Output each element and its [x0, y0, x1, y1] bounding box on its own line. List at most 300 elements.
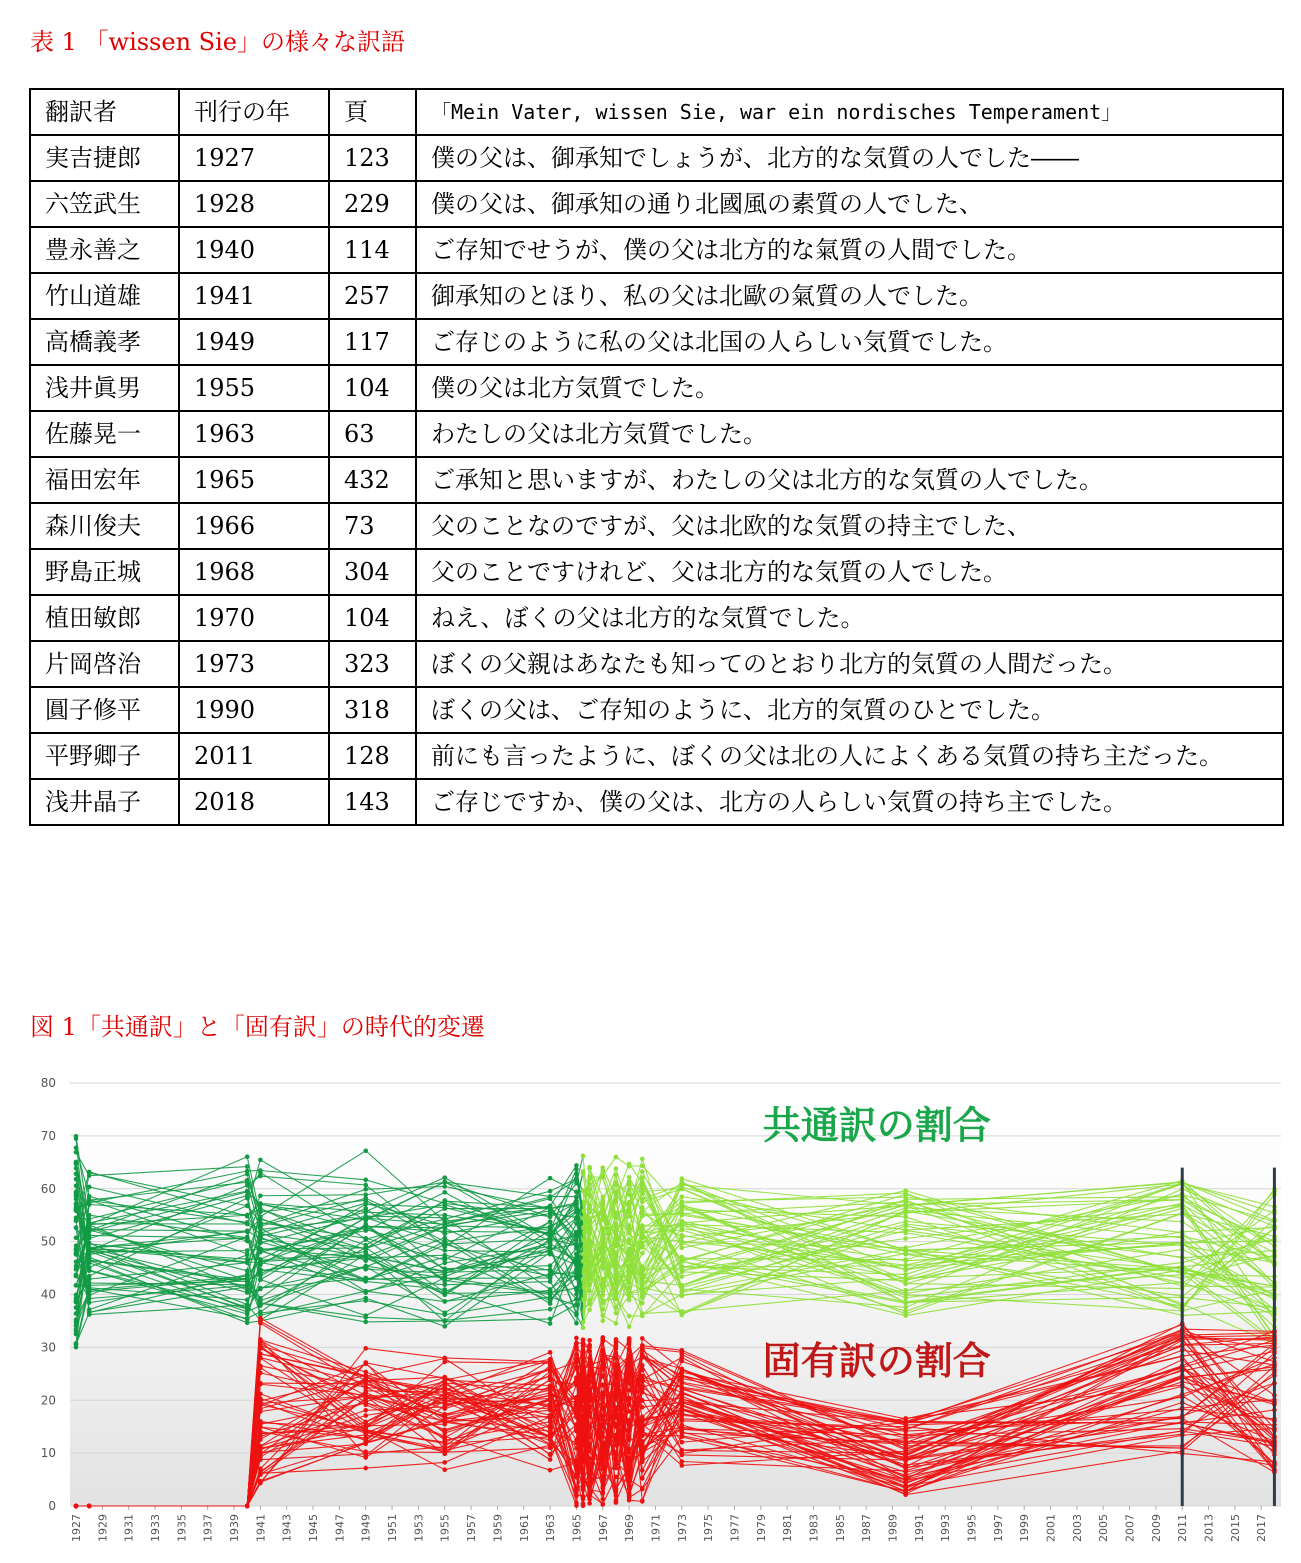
- x-tick-label: 1995: [965, 1514, 979, 1542]
- unique-point: [587, 1363, 592, 1368]
- unique-point: [442, 1375, 447, 1380]
- unique-point: [614, 1390, 619, 1395]
- unique-point: [548, 1350, 553, 1355]
- unique-point: [442, 1398, 447, 1403]
- unique-point: [640, 1384, 645, 1389]
- common-point: [679, 1223, 684, 1228]
- common-point: [442, 1318, 447, 1323]
- common-point: [679, 1313, 684, 1318]
- common-point: [574, 1297, 579, 1302]
- common-point: [587, 1166, 592, 1171]
- x-tick-label: 1955: [438, 1514, 452, 1542]
- unique-point: [587, 1477, 592, 1482]
- common-point: [679, 1259, 684, 1264]
- common-point: [581, 1325, 586, 1330]
- common-point: [600, 1251, 605, 1256]
- common-point: [258, 1217, 263, 1222]
- unique-point: [600, 1336, 605, 1341]
- common-point: [640, 1292, 645, 1297]
- common-point: [548, 1292, 553, 1297]
- page-cell: 117: [329, 319, 416, 365]
- common-point: [548, 1194, 553, 1199]
- common-point: [581, 1320, 586, 1325]
- common-point: [442, 1312, 447, 1317]
- unique-point: [679, 1448, 684, 1453]
- page-cell: 73: [329, 503, 416, 549]
- common-point: [679, 1290, 684, 1295]
- unique-point: [627, 1348, 632, 1353]
- common-point: [245, 1320, 250, 1325]
- unique-point: [679, 1459, 684, 1464]
- common-point: [363, 1320, 368, 1325]
- common-point: [74, 1216, 79, 1221]
- unique-point: [442, 1404, 447, 1409]
- x-tick-label: 1983: [807, 1514, 821, 1542]
- common-point: [363, 1187, 368, 1192]
- x-tick-label: 1929: [96, 1514, 110, 1542]
- common-point: [363, 1279, 368, 1284]
- common-point: [600, 1258, 605, 1263]
- table-header-cell: 「Mein Vater, wissen Sie, war ein nordisches Temperament」: [416, 89, 1283, 135]
- page-cell: 257: [329, 273, 416, 319]
- unique-point: [363, 1389, 368, 1394]
- unique-point: [574, 1487, 579, 1492]
- common-point: [363, 1198, 368, 1203]
- table-row: [30, 135, 1283, 181]
- unique-point: [548, 1457, 553, 1462]
- translation-cell: ご存じですか、僕の父は、北方の人らしい気質の持ち主でした。: [416, 779, 1283, 825]
- common-point: [245, 1260, 250, 1265]
- year-cell: 1966: [179, 503, 329, 549]
- x-tick-label: 1957: [465, 1514, 479, 1542]
- translator-cell: 浅井眞男: [30, 365, 179, 411]
- unique-point: [903, 1465, 908, 1470]
- unique-point: [363, 1346, 368, 1351]
- common-point: [74, 1272, 79, 1277]
- common-point: [442, 1198, 447, 1203]
- unique-point: [903, 1473, 908, 1478]
- page-cell: 63: [329, 411, 416, 457]
- unique-point: [258, 1470, 263, 1475]
- common-point: [363, 1224, 368, 1229]
- unique-point: [258, 1447, 263, 1452]
- table-row: [30, 503, 1283, 549]
- unique-point: [614, 1500, 619, 1505]
- unique-point: [903, 1432, 908, 1437]
- unique-point: [903, 1436, 908, 1441]
- unique-point: [548, 1435, 553, 1440]
- common-point: [258, 1234, 263, 1239]
- common-point: [245, 1178, 250, 1183]
- x-tick-label: 1969: [623, 1514, 637, 1542]
- common-point: [87, 1277, 92, 1282]
- common-point: [627, 1200, 632, 1205]
- common-point: [600, 1280, 605, 1285]
- common-point: [581, 1259, 586, 1264]
- common-point: [245, 1306, 250, 1311]
- common-point: [600, 1198, 605, 1203]
- common-point: [74, 1162, 79, 1167]
- unique-point: [581, 1406, 586, 1411]
- unique-point: [363, 1408, 368, 1413]
- unique-point: [574, 1346, 579, 1351]
- translation-cell: ぼくの父は、ご存知のように、北方的気質のひとでした。: [416, 687, 1283, 733]
- x-tick-label: 2013: [1202, 1514, 1216, 1542]
- common-point: [600, 1165, 605, 1170]
- common-point: [442, 1258, 447, 1263]
- common-point: [363, 1264, 368, 1269]
- year-cell: 1928: [179, 181, 329, 227]
- common-point: [363, 1237, 368, 1242]
- translation-table: [29, 88, 1284, 826]
- year-cell: 1990: [179, 687, 329, 733]
- unique-point: [363, 1455, 368, 1460]
- unique-point: [442, 1450, 447, 1455]
- unique-point: [600, 1502, 605, 1507]
- year-cell: 1965: [179, 457, 329, 503]
- common-point: [614, 1183, 619, 1188]
- unique-point: [679, 1433, 684, 1438]
- common-point: [903, 1263, 908, 1268]
- common-point: [74, 1183, 79, 1188]
- common-point: [587, 1307, 592, 1312]
- unique-point: [574, 1503, 579, 1508]
- common-point: [574, 1252, 579, 1257]
- common-point: [679, 1239, 684, 1244]
- common-point: [74, 1134, 79, 1139]
- x-tick-label: 1945: [307, 1514, 321, 1542]
- common-point: [574, 1209, 579, 1214]
- y-tick-label: 80: [40, 1076, 56, 1090]
- common-point: [245, 1248, 250, 1253]
- common-point: [903, 1313, 908, 1318]
- table-row: [30, 457, 1283, 503]
- unique-point: [600, 1382, 605, 1387]
- translator-cell: 実吉捷郎: [30, 135, 179, 181]
- x-tick-label: 1985: [833, 1514, 847, 1542]
- unique-point: [548, 1426, 553, 1431]
- common-point: [245, 1253, 250, 1258]
- translation-cell: ご承知と思いますが、わたしの父は北方的な気質の人でした。: [416, 457, 1283, 503]
- translation-cell: 御承知のとほり、私の父は北歐の氣質の人でした。: [416, 273, 1283, 319]
- unique-point: [548, 1404, 553, 1409]
- common-point: [600, 1209, 605, 1214]
- unique-point: [363, 1413, 368, 1418]
- unique-point: [640, 1355, 645, 1360]
- unique-point: [627, 1354, 632, 1359]
- common-point: [442, 1292, 447, 1297]
- table-caption: 表 1 「wissen Sie」の様々な訳語: [30, 28, 405, 56]
- common-point: [548, 1209, 553, 1214]
- common-point: [258, 1268, 263, 1273]
- common-point: [87, 1170, 92, 1175]
- common-point: [627, 1314, 632, 1319]
- common-point: [442, 1270, 447, 1275]
- common-point: [587, 1289, 592, 1294]
- common-point: [258, 1210, 263, 1215]
- x-tick-label: 2017: [1255, 1514, 1269, 1542]
- unique-point: [442, 1467, 447, 1472]
- unique-point: [679, 1397, 684, 1402]
- common-point: [581, 1171, 586, 1176]
- x-tick-label: 1953: [412, 1514, 426, 1542]
- x-tick-label: 1989: [886, 1514, 900, 1542]
- y-tick-label: 50: [40, 1234, 56, 1249]
- common-point: [442, 1190, 447, 1195]
- common-point: [442, 1324, 447, 1329]
- unique-point: [574, 1342, 579, 1347]
- unique-point: [548, 1361, 553, 1366]
- unique-point: [548, 1367, 553, 1372]
- unique-point: [587, 1501, 592, 1506]
- common-point: [258, 1249, 263, 1254]
- table-row: [30, 549, 1283, 595]
- common-point: [627, 1324, 632, 1329]
- x-tick-label: 2009: [1149, 1514, 1163, 1542]
- unique-point: [363, 1370, 368, 1375]
- year-cell: 2011: [179, 733, 329, 779]
- unique-point: [363, 1440, 368, 1445]
- x-tick-label: 1941: [254, 1514, 268, 1542]
- common-point: [600, 1293, 605, 1298]
- common-point: [581, 1189, 586, 1194]
- common-point: [903, 1309, 908, 1314]
- unique-point: [574, 1352, 579, 1357]
- common-point: [87, 1248, 92, 1253]
- x-tick-label: 1973: [675, 1514, 689, 1542]
- year-cell: 1968: [179, 549, 329, 595]
- common-point: [614, 1305, 619, 1310]
- unique-point: [581, 1368, 586, 1373]
- common-point: [640, 1157, 645, 1162]
- common-point: [903, 1236, 908, 1241]
- common-point: [245, 1280, 250, 1285]
- unique-point: [640, 1456, 645, 1461]
- common-point: [363, 1217, 368, 1222]
- unique-point: [903, 1484, 908, 1489]
- x-tick-label: 2005: [1097, 1514, 1111, 1542]
- common-point: [640, 1205, 645, 1210]
- common-point: [363, 1289, 368, 1294]
- y-tick-label: 0: [48, 1499, 56, 1513]
- common-point: [574, 1201, 579, 1206]
- unique-point: [600, 1352, 605, 1357]
- unique-point: [363, 1401, 368, 1406]
- unique-point: [627, 1492, 632, 1497]
- translation-cell: 僕の父は、御承知でしょうが、北方的な気質の人でした――: [416, 135, 1283, 181]
- x-tick-label: 1939: [228, 1514, 242, 1542]
- common-point: [640, 1241, 645, 1246]
- x-tick-label: 1937: [201, 1514, 215, 1542]
- common-point: [903, 1258, 908, 1263]
- unique-point: [903, 1441, 908, 1446]
- unique-point: [442, 1434, 447, 1439]
- table-row: [30, 779, 1283, 825]
- common-point: [442, 1184, 447, 1189]
- table-header-row: [30, 89, 1283, 135]
- unique-point: [640, 1346, 645, 1351]
- common-point: [363, 1228, 368, 1233]
- figure-caption: 図 1「共通訳」と「固有訳」の時代的変遷: [30, 1013, 485, 1041]
- translator-cell: 佐藤晃一: [30, 411, 179, 457]
- unique-point: [548, 1408, 553, 1413]
- common-point: [548, 1215, 553, 1220]
- common-point: [74, 1145, 79, 1150]
- translator-cell: 片岡啓治: [30, 641, 179, 687]
- unique-point: [548, 1414, 553, 1419]
- unique-point: [614, 1439, 619, 1444]
- common-point: [258, 1259, 263, 1264]
- unique-point: [679, 1385, 684, 1390]
- page-cell: 143: [329, 779, 416, 825]
- unique-point: [600, 1405, 605, 1410]
- common-point: [679, 1228, 684, 1233]
- table-row: [30, 181, 1283, 227]
- common-point: [903, 1281, 908, 1286]
- unique-point: [548, 1452, 553, 1457]
- year-cell: 1941: [179, 273, 329, 319]
- common-point: [614, 1166, 619, 1171]
- translator-cell: 福田宏年: [30, 457, 179, 503]
- page-cell: 318: [329, 687, 416, 733]
- common-point: [640, 1235, 645, 1240]
- common-point: [258, 1301, 263, 1306]
- unique-point: [627, 1468, 632, 1473]
- common-point: [614, 1311, 619, 1316]
- unique-point: [442, 1441, 447, 1446]
- x-tick-label: 1993: [939, 1514, 953, 1542]
- common-ratio-label: 共通訳の割合: [762, 1103, 991, 1148]
- unique-point: [627, 1422, 632, 1427]
- x-tick-label: 2001: [1044, 1514, 1058, 1542]
- common-point: [442, 1279, 447, 1284]
- unique-point: [574, 1336, 579, 1341]
- year-cell: 2018: [179, 779, 329, 825]
- unique-point: [442, 1419, 447, 1424]
- translation-cell: ご存知でせうが、僕の父は北方的な氣質の人間でした。: [416, 227, 1283, 273]
- translator-cell: 森川俊夫: [30, 503, 179, 549]
- common-point: [587, 1276, 592, 1281]
- common-point: [363, 1247, 368, 1252]
- table-row: [30, 227, 1283, 273]
- x-tick-label: 1971: [649, 1514, 663, 1542]
- common-point: [245, 1284, 250, 1289]
- year-cell: 1970: [179, 595, 329, 641]
- unique-point: [581, 1338, 586, 1343]
- common-point: [587, 1249, 592, 1254]
- common-point: [245, 1290, 250, 1295]
- unique-point: [363, 1449, 368, 1454]
- translator-cell: 六笠武生: [30, 181, 179, 227]
- translator-cell: 竹山道雄: [30, 273, 179, 319]
- x-tick-label: 1947: [333, 1514, 347, 1542]
- x-tick-label: 1965: [570, 1514, 584, 1542]
- year-cell: 1963: [179, 411, 329, 457]
- unique-point: [614, 1457, 619, 1462]
- common-point: [679, 1204, 684, 1209]
- common-point: [903, 1192, 908, 1197]
- unique-point: [600, 1497, 605, 1502]
- page-cell: 323: [329, 641, 416, 687]
- common-point: [548, 1228, 553, 1233]
- unique-point: [581, 1349, 586, 1354]
- page-cell: 128: [329, 733, 416, 779]
- unique-point: [574, 1494, 579, 1499]
- common-point: [442, 1213, 447, 1218]
- unique-point: [640, 1422, 645, 1427]
- table-row: [30, 733, 1283, 779]
- unique-point: [627, 1436, 632, 1441]
- unique-point: [903, 1419, 908, 1424]
- unique-point: [587, 1379, 592, 1384]
- common-point: [679, 1180, 684, 1185]
- unique-point: [442, 1412, 447, 1417]
- common-point: [258, 1296, 263, 1301]
- translation-cell: わたしの父は北方気質でした。: [416, 411, 1283, 457]
- page-cell: 104: [329, 365, 416, 411]
- unique-point: [363, 1360, 368, 1365]
- common-point: [548, 1267, 553, 1272]
- common-point: [548, 1301, 553, 1306]
- common-point: [363, 1183, 368, 1188]
- common-point: [258, 1193, 263, 1198]
- common-point: [574, 1321, 579, 1326]
- table-row: [30, 411, 1283, 457]
- unique-point: [587, 1490, 592, 1495]
- year-cell: 1927: [179, 135, 329, 181]
- unique-point: [587, 1446, 592, 1451]
- page-cell: 432: [329, 457, 416, 503]
- y-tick-label: 40: [40, 1287, 56, 1302]
- unique-point: [614, 1433, 619, 1438]
- common-point: [627, 1240, 632, 1245]
- common-point: [574, 1303, 579, 1308]
- common-point: [258, 1311, 263, 1316]
- unique-point: [903, 1427, 908, 1432]
- common-point: [245, 1183, 250, 1188]
- x-tick-label: 1997: [991, 1514, 1005, 1542]
- common-point: [442, 1244, 447, 1249]
- table-row: [30, 365, 1283, 411]
- common-point: [587, 1193, 592, 1198]
- common-point: [627, 1175, 632, 1180]
- unique-point: [600, 1394, 605, 1399]
- x-tick-label: 1959: [491, 1514, 505, 1542]
- common-point: [903, 1197, 908, 1202]
- common-point: [640, 1192, 645, 1197]
- common-point: [640, 1311, 645, 1316]
- common-point: [679, 1274, 684, 1279]
- unique-point: [258, 1381, 263, 1386]
- x-tick-label: 2007: [1123, 1514, 1137, 1542]
- unique-point: [574, 1446, 579, 1451]
- unique-point: [581, 1428, 586, 1433]
- x-tick-label: 1961: [517, 1514, 531, 1542]
- common-point: [548, 1307, 553, 1312]
- unique-point: [627, 1428, 632, 1433]
- common-point: [903, 1300, 908, 1305]
- common-point: [581, 1154, 586, 1159]
- unique-point: [640, 1486, 645, 1491]
- translator-cell: 豊永善之: [30, 227, 179, 273]
- common-point: [363, 1178, 368, 1183]
- unique-point: [581, 1356, 586, 1361]
- common-point: [548, 1176, 553, 1181]
- table-row: [30, 273, 1283, 319]
- unique-point: [74, 1504, 79, 1509]
- common-point: [627, 1250, 632, 1255]
- common-point: [614, 1191, 619, 1196]
